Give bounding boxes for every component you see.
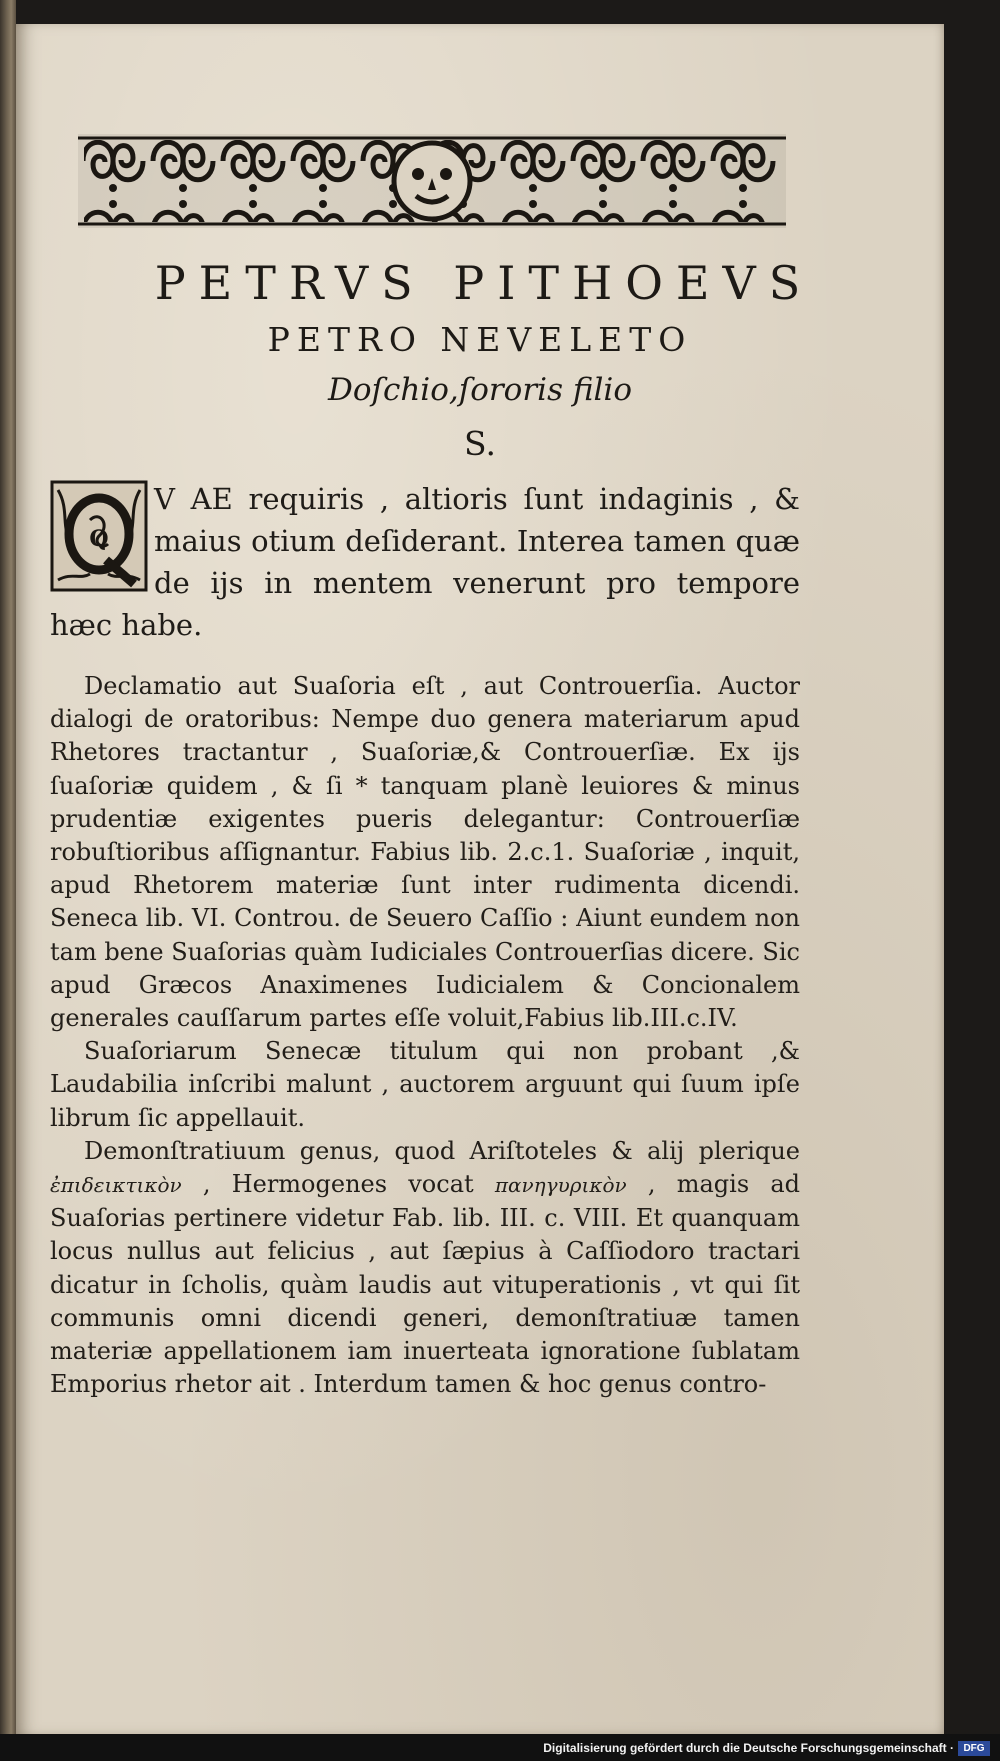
paragraph-1: Declamatio aut Suaſoria eſt , aut Controuerſia. Auctor dialogi de oratoribus: Nempe duo genera materiarum apud Rhetores tractantur , Suaſoriæ,& Controuerſiæ. Ex ijs ſuaſoriæ quidem , & ſi * tanquam planè leuiores & minus prudentiæ exigentes pueris delegantur: Controuerſiæ robuſtioribus aſſignantur. Fabius lib. 2.c.1. Suaſoriæ , inquit, apud Rhetorem materiæ ſunt inter rudimenta dicendi. Seneca lib. VI. Controu. de Seuero Caſſio : Aiunt eundem non tam bene Suaſorias quàm Iudiciales Controuerſias dicere. Sic apud Græcos Anaximenes Iudicialem & Concionalem generales cauſſarum partes eſſe voluit,Fabius lib.III.c.IV.: [50, 672, 800, 1033]
initial-letter: Q: [89, 526, 109, 552]
greek-term-panegyrikon: πανηγυρικὸν: [494, 1173, 627, 1198]
title-salutation: S.: [464, 424, 496, 463]
book-fore-edge: [0, 0, 16, 1761]
paragraph-3-part-a: Demonſtratiuum genus, quod Ariſtoteles & alij plerique: [84, 1136, 800, 1165]
intro-paragraph: [50, 478, 800, 646]
greek-term-epideiktikon: ἐπιδεικτικὸν: [50, 1173, 182, 1198]
footer-credit: Digitalisierung gefördert durch die Deutsche Forschungsgemeinschaft ·: [543, 1741, 954, 1755]
title-relation: Doſchio,ſororis filio: [327, 372, 633, 408]
intro-first-word: V AE: [154, 482, 233, 516]
floral-headpiece-ornament-icon: [78, 126, 786, 236]
paragraph-3-part-c: , magis ad Suaſorias pertinere videtur Fab. lib. III. c. VIII. Et quanquam locus nullus aut felicius , aut ſæpius à Caſſiodoro tractari dicatur in ſcholis, quàm laudis aut vituperationis , vt qui ſit communis omni dicendi generi, demonſtratiuæ tamen materiæ appellationem iam inuerteata ignoratione ſublatam Emporius rhetor ait . Interdum tamen & hoc genus contro-: [50, 1170, 801, 1399]
book-page: [16, 24, 944, 1734]
intro-text: requiris , altioris ſunt indaginis , & maius otium deſiderant. Interea tamen quæ de ijs in mentem venerunt pro tempore hæc habe.: [50, 482, 800, 642]
paragraph-3-part-b: , Hermogenes vocat: [181, 1170, 495, 1199]
title-author: PETRVS PITHOEVS: [154, 256, 814, 310]
paragraph-2: Suaſoriarum Senecæ titulum qui non probant ,& Laudabilia inſcribi malunt , auctorem arguunt qui ſuum ipſe librum ſic appellauit.: [50, 1037, 800, 1132]
dfg-logo-icon[interactable]: DFG: [958, 1741, 990, 1756]
body-text: [50, 670, 800, 1401]
title-recipient: PETRO NEVELETO: [267, 320, 693, 359]
paragraph-3: [50, 1135, 800, 1402]
